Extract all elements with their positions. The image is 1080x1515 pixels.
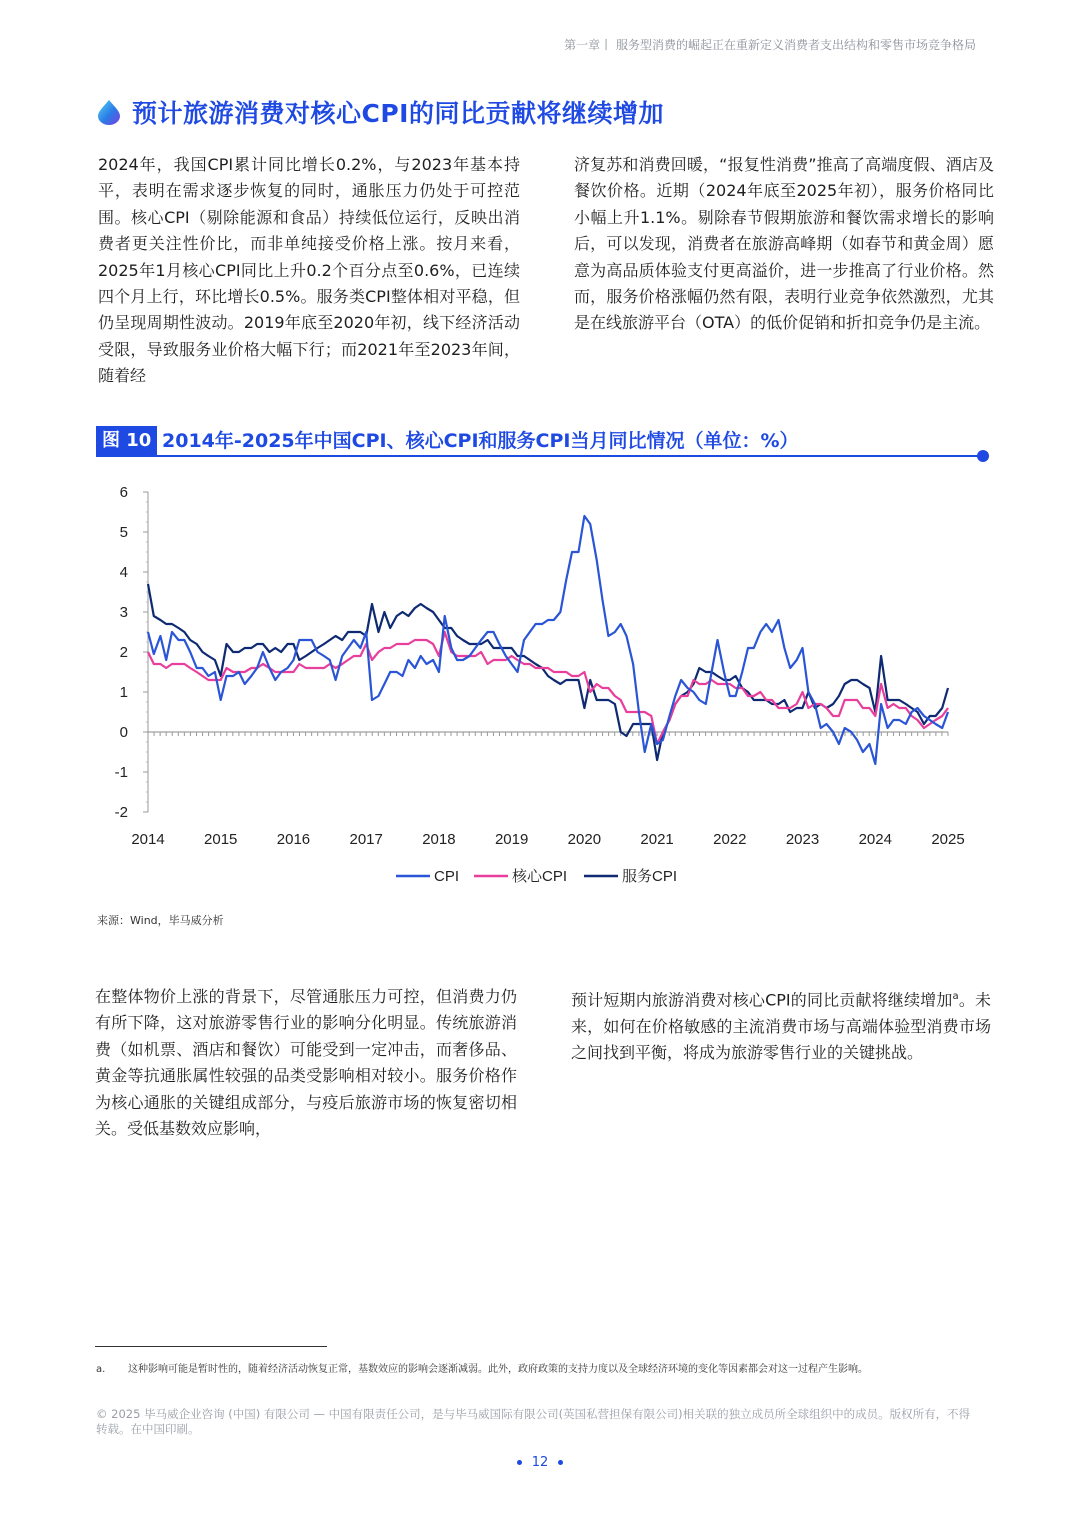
legend-item-2 (474, 867, 567, 885)
paragraph-left-1: 2024年，我国CPI累计同比增长0.2%，与2023年基本持平，表明在需求逐步恢复的同时，通胀压力仍处于可控范围。核心CPI（剔除能源和食品）持续低位运行，反映出消费者更关注性价比，而非单纯接受价格上涨。按月来看，2025年1月核心CPI同比上升0.2个百分点至0.6%，已连续四个月上行，环比增长0.5%。服务类CPI整体相对平稳，但仍呈现周期性波动。2019年底至2020年初，线下经济活动受限，导致服务业价格大幅下行；而2021年至2023年间，随着经 (98, 155, 520, 386)
paragraph-right-2 (571, 984, 991, 1067)
cpi-line-chart (90, 470, 990, 895)
figure-rule (96, 455, 982, 457)
legend-label: CPI (434, 868, 460, 885)
x-tick-label: 2020 (567, 831, 602, 848)
x-tick-label: 2024 (858, 831, 892, 848)
legend (396, 867, 677, 885)
series-line-1 (148, 516, 948, 764)
x-tick-label: 2016 (276, 831, 311, 848)
figure-tag: 图 10 (96, 426, 157, 456)
section-title (96, 92, 664, 132)
x-tick-label: 2019 (494, 831, 529, 848)
x-tick-label: 2021 (640, 831, 674, 848)
y-tick-label: -1 (114, 764, 128, 781)
figure-title: 2014年-2025年中国CPI、核心CPI和服务CPI当月同比情况（单位：%） (162, 430, 799, 452)
figure-dot (977, 450, 989, 462)
x-tick-label: 2017 (349, 831, 383, 848)
x-tick-label: 2023 (785, 831, 820, 848)
page-title: 预计旅游消费对核心CPI的同比贡献将继续增加 (132, 99, 664, 128)
x-tick-label: 2018 (422, 831, 456, 848)
y-tick-label: 4 (119, 564, 128, 581)
page-dot-left (517, 1460, 522, 1465)
series-layer (148, 516, 948, 764)
footnote (96, 1360, 996, 1375)
y-tick-label: 3 (119, 604, 128, 621)
x-tick-label: 2015 (204, 831, 238, 848)
x-axis (148, 732, 948, 736)
legend-item-1 (396, 868, 459, 885)
y-tick-label: 2 (119, 644, 128, 661)
figure-header (96, 424, 992, 458)
running-head: 第一章丨 服务型消费的崛起正在重新定义消费者支出结构和零售市场竞争格局 (564, 38, 976, 52)
y-axis (115, 484, 148, 821)
page-dot-right (558, 1460, 563, 1465)
y-tick-label: 6 (119, 484, 128, 501)
drop-icon (96, 99, 122, 125)
paragraph-right-2-start: 预计短期内旅游消费对核心CPI的同比贡献将继续增加 (571, 990, 953, 1010)
legend-label: 服务CPI (622, 868, 678, 885)
footnote-ref[interactable]: a (952, 991, 959, 1002)
page-number (0, 1455, 1080, 1470)
x-tick-label: 2025 (931, 831, 965, 848)
legend-label: 核心CPI (512, 868, 568, 885)
footnote-text: 这种影响可能是暂时性的，随着经济活动恢复正常，基数效应的影响会逐渐减弱。此外，政府政策的支持力度以及全球经济环境的变化等因素都会对这一过程产生影响。 (128, 1364, 868, 1375)
y-tick-label: 0 (119, 724, 128, 741)
paragraph-right-2-end: 。未来，如何在价格敏感的主流消费市场与高端体验型消费市场之间找到平衡，将成为旅游零售行业的关键挑战。 (571, 990, 991, 1063)
y-tick-label: 5 (119, 524, 128, 541)
y-tick-label: -2 (114, 804, 128, 821)
x-tick-label: 2014 (131, 831, 165, 848)
x-axis-labels (131, 831, 964, 848)
source-note: 来源：Wind，毕马威分析 (97, 914, 224, 927)
paragraph-left-2: 在整体物价上涨的背景下，尽管通胀压力可控，但消费力仍有所下降，这对旅游零售行业的影响分化明显。传统旅游消费（如机票、酒店和餐饮）可能受到一定冲击，而奢侈品、黄金等抗通胀属性较强的品类受影响相对较小。服务价格作为核心通胀的关键组成部分，与疫后旅游市场的恢复密切相关。受低基数效应影响， (95, 987, 517, 1139)
x-tick-label: 2022 (713, 831, 747, 848)
footnote-mark: a. (96, 1364, 106, 1375)
legend-item-3 (584, 868, 677, 885)
copyright: © 2025 毕马威企业咨询 (中国) 有限公司 — 中国有限责任公司，是与毕马威国际有限公司(英国私营担保有限公司)相关联的独立成员所全球组织中的成员。版权所有，不得转载。在中国印刷。 (96, 1407, 971, 1436)
paragraph-right-1: 济复苏和消费回暖，“报复性消费”推高了高端度假、酒店及餐饮价格。近期（2024年底至2025年初），服务价格同比小幅上升1.1%。剔除春节假期旅游和餐饮需求增长的影响后，可以发现，消费者在旅游高峰期（如春节和黄金周）愿意为高品质体验支付更高溢价，进一步推高了行业价格。然而，服务价格涨幅仍然有限，表明行业竞争依然激烈，尤其是在线旅游平台（OTA）的低价促销和折扣竞争仍是主流。 (574, 155, 994, 333)
footnote-divider (95, 1346, 327, 1347)
y-tick-label: 1 (119, 684, 128, 701)
page-number-value: 12 (531, 1455, 549, 1470)
